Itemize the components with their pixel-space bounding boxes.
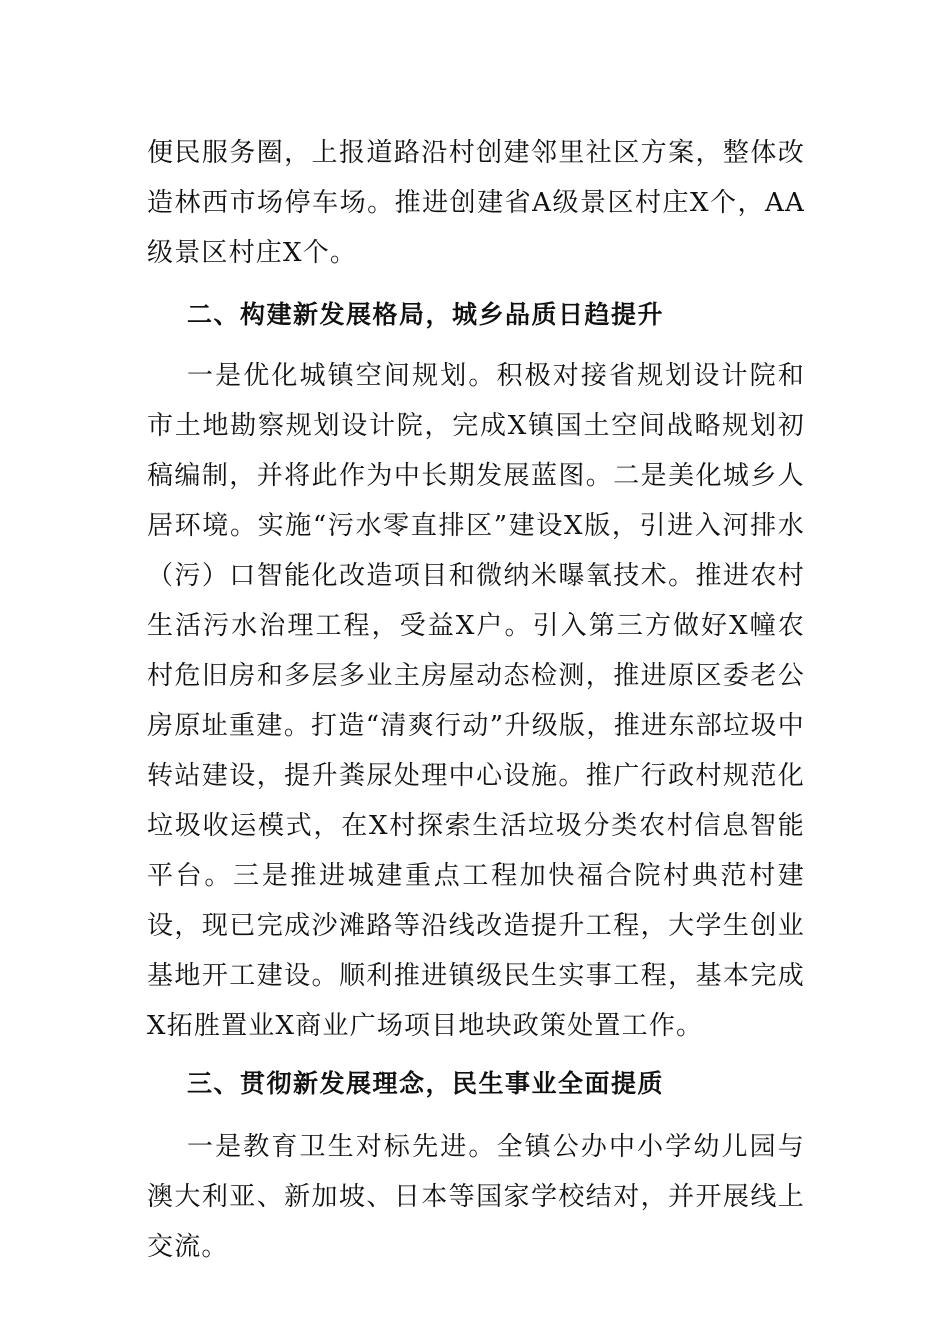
paragraph-continuation: 便民服务圈，上报道路沿村创建邻里社区方案，整体改造林西市场停车场。推进创建省A级景区村庄X个，AA级景区村庄X个。: [147, 138, 805, 268]
section-three-heading: 三、贯彻新发展理念，民生事业全面提质: [187, 1069, 665, 1098]
section-two-heading: 二、构建新发展格局，城乡品质日趋提升: [187, 300, 665, 329]
section-three-paragraph: 一是教育卫生对标先进。全镇公办中小学幼儿园与澳大利亚、新加坡、日本等国家学校结对，并开展线上交流。: [147, 1132, 805, 1262]
section-two-paragraph: 一是优化城镇空间规划。积极对接省规划设计院和市土地勘察规划设计院，完成X镇国土空间战略规划初稿编制，并将此作为中长期发展蓝图。二是美化城乡人居环境。实施“污水零直排区”建设X版，引进入河排水（污）口智能化改造项目和微纳米曝氧技术。推进农村生活污水治理工程，受益X户。引入第三方做好X幢农村危旧房和多层多业主房屋动态检测，推进原区委老公房原址重建。打造“清爽行动”升级版，推进东部垃圾中转站建设，提升粪尿处理中心设施。推广行政村规范化垃圾收运模式，在X村探索生活垃圾分类农村信息智能平台。三是推进城建重点工程加快福合院村典范村建设，现已完成沙滩路等沿线改造提升工程，大学生创业基地开工建设。顺利推进镇级民生实事工程，基本完成X拓胜置业X商业广场项目地块政策处置工作。: [147, 361, 805, 1041]
